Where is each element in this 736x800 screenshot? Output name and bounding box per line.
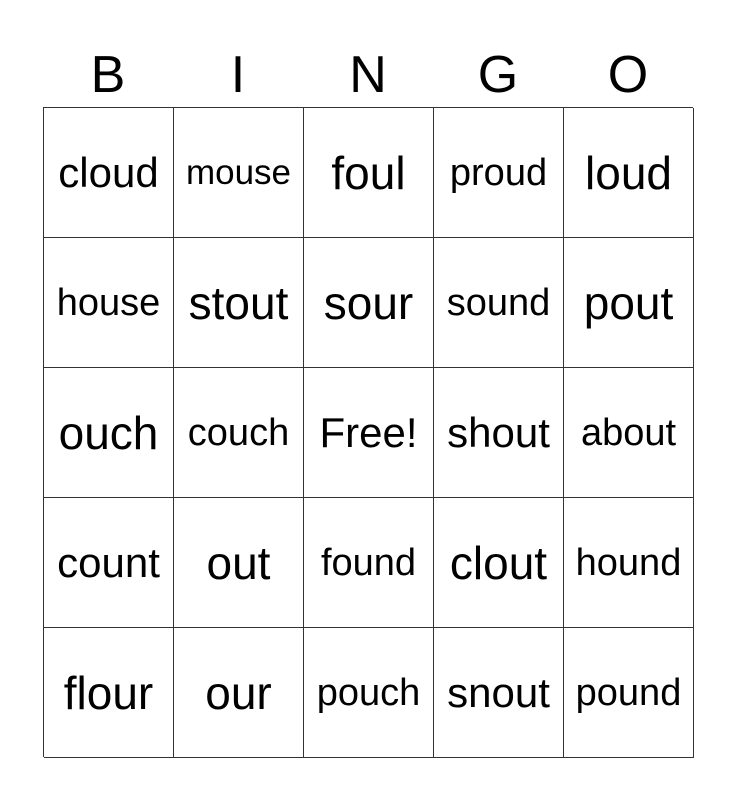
bingo-cell-free[interactable]: Free!: [304, 368, 434, 498]
header-letter-i: I: [230, 46, 246, 104]
header-letter-o: O: [607, 46, 649, 104]
bingo-cell[interactable]: sound: [434, 238, 564, 368]
bingo-cell[interactable]: shout: [434, 368, 564, 498]
bingo-cell[interactable]: count: [44, 498, 174, 628]
header-letter-n: N: [349, 46, 387, 104]
bingo-cell[interactable]: proud: [434, 108, 564, 238]
header-letter-b: B: [90, 46, 126, 104]
bingo-cell[interactable]: snout: [434, 628, 564, 758]
bingo-cell[interactable]: flour: [44, 628, 174, 758]
bingo-cell[interactable]: out: [174, 498, 304, 628]
bingo-cell[interactable]: couch: [174, 368, 304, 498]
bingo-cell[interactable]: loud: [564, 108, 694, 238]
bingo-cell[interactable]: stout: [174, 238, 304, 368]
bingo-cell[interactable]: hound: [564, 498, 694, 628]
bingo-cell[interactable]: mouse: [174, 108, 304, 238]
header-letter-g: G: [477, 46, 519, 104]
bingo-cell[interactable]: pouch: [304, 628, 434, 758]
bingo-cell[interactable]: house: [44, 238, 174, 368]
bingo-cell[interactable]: foul: [304, 108, 434, 238]
bingo-cell[interactable]: about: [564, 368, 694, 498]
bingo-cell[interactable]: pound: [564, 628, 694, 758]
bingo-header: [43, 44, 693, 106]
bingo-cell[interactable]: sour: [304, 238, 434, 368]
bingo-cell[interactable]: clout: [434, 498, 564, 628]
bingo-cell[interactable]: cloud: [44, 108, 174, 238]
bingo-cell[interactable]: pout: [564, 238, 694, 368]
bingo-board: [43, 107, 693, 757]
bingo-cell[interactable]: found: [304, 498, 434, 628]
bingo-cell[interactable]: ouch: [44, 368, 174, 498]
bingo-cell[interactable]: our: [174, 628, 304, 758]
